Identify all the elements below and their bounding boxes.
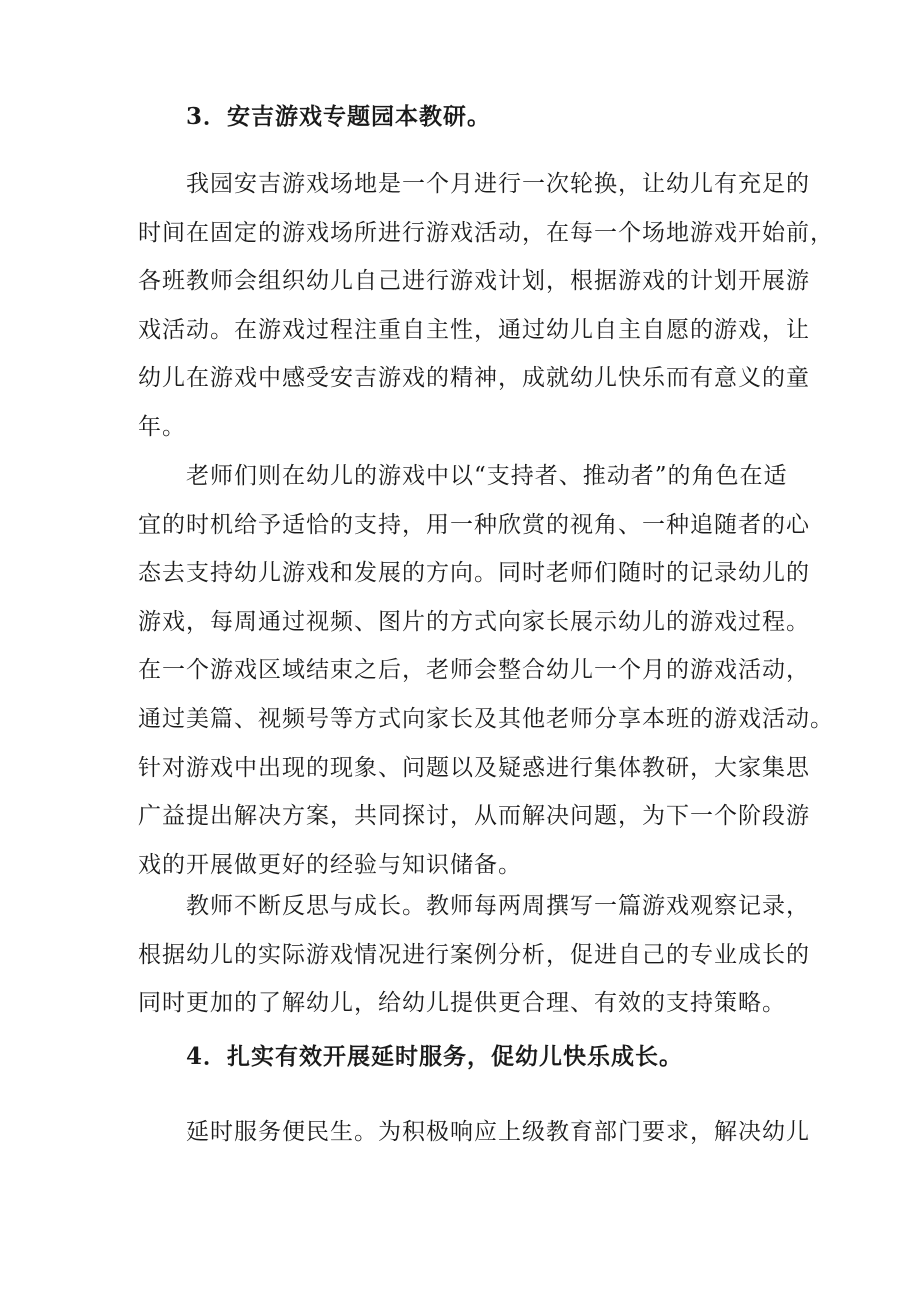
text-line: 幼儿在游戏中感受安吉游戏的精神，成就幼儿快乐而有意义的童 [138,365,810,392]
text-line: 我园安吉游戏场地是一个月进行一次轮换，让幼儿有充足的 [186,171,810,197]
text-line: 延时服务便民生。为积极响应上级教育部门要求，解决幼儿 [186,1119,810,1145]
section-4-heading: 4．扎实有效开展延时服务，促幼儿快乐成长。 [186,1043,684,1070]
text-line: 游戏，每周通过视频、图片的方式向家长展示幼儿的游戏过程。 [138,608,810,635]
text-line: 宜的时机给予适恰的支持，用一种欣赏的视角、一种追随者的心 [138,511,810,538]
text-line: 广益提出解决方案，共同探讨，从而解决问题，为下一个阶段游 [138,803,810,830]
text-line: 戏的开展做更好的经验与知识储备。 [138,851,522,878]
text-line: 各班教师会组织幼儿自己进行游戏计划，根据游戏的计划开展游 [138,268,810,295]
section-4-paragraph-1 [138,1108,810,1157]
text-line: 年。 [138,413,186,440]
section-3-paragraph-3 [138,882,810,1028]
text-line: 根据幼儿的实际游戏情况进行案例分析，促进自己的专业成长的 [138,941,810,968]
text-line: 老师们则在幼儿的游戏中以“支持者、推动者”的角色在适 [186,463,788,489]
text-line: 教师不断反思与成长。教师每两周撰写一篇游戏观察记录， [186,893,810,919]
text-line: 时间在固定的游戏场所进行游戏活动，在每一个场地游戏开始前， [138,219,834,246]
section-3-paragraph-1 [138,160,834,452]
text-line: 针对游戏中出现的现象、问题以及疑惑进行集体教研，大家集思 [138,754,810,781]
text-line: 在一个游戏区域结束之后，老师会整合幼儿一个月的游戏活动， [138,657,810,684]
text-line: 态去支持幼儿游戏和发展的方向。同时老师们随时的记录幼儿的 [138,560,810,587]
text-line: 通过美篇、视频号等方式向家长及其他老师分享本班的游戏活动。 [138,705,834,732]
text-line: 同时更加的了解幼儿，给幼儿提供更合理、有效的支持策略。 [138,990,786,1017]
section-3-paragraph-2 [138,452,834,889]
section-3-heading: 3．安吉游戏专题园本教研。 [186,103,492,130]
text-line: 戏活动。在游戏过程注重自主性，通过幼儿自主自愿的游戏，让 [138,316,810,343]
